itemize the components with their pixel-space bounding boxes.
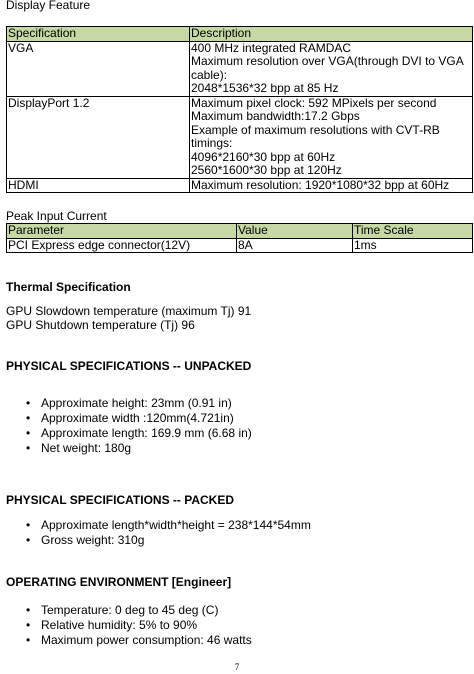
list-item-text: Maximum power consumption: 46 watts	[41, 633, 252, 647]
operating-env-list	[6, 603, 252, 648]
list-item-text: Gross weight: 310g	[41, 533, 145, 547]
bullet-icon: •	[26, 518, 31, 532]
desc-line: Example of maximum resolutions with CVT-RB	[191, 122, 440, 137]
header-description: Description	[190, 27, 473, 42]
list-item-text: Approximate width :120mm(4.721in)	[41, 411, 234, 425]
spec-cell: VGA	[7, 41, 190, 96]
list-item	[6, 618, 252, 633]
bullet-icon: •	[26, 633, 31, 647]
header-value: Value	[237, 224, 353, 239]
list-item	[6, 441, 252, 456]
desc-line: timings:	[191, 136, 233, 150]
table-row	[7, 238, 473, 253]
parameter-cell: PCI Express edge connector(12V)	[7, 238, 237, 253]
desc-cell	[190, 178, 473, 193]
bullet-icon: •	[26, 411, 31, 425]
time-scale-cell: 1ms	[353, 238, 473, 253]
desc-line: Maximum bandwidth:17.2 Gbps	[191, 109, 360, 123]
display-feature-table	[6, 26, 473, 193]
list-item-text: Net weight: 180g	[41, 441, 132, 455]
value-cell: 8A	[237, 238, 353, 253]
list-item-text: Approximate length*width*height = 238*144*54mm	[41, 518, 311, 532]
desc-line: 4096*2160*30 bpp at 60Hz	[191, 149, 336, 164]
bullet-icon: •	[26, 441, 31, 455]
table-row	[7, 178, 473, 193]
bullet-icon: •	[26, 618, 31, 632]
table-header-row	[7, 224, 473, 239]
list-item	[6, 633, 252, 648]
list-item	[6, 533, 311, 548]
spec-cell: DisplayPort 1.2	[7, 96, 190, 178]
table-row	[7, 41, 473, 96]
desc-line: 2560*1600*30 bpp at 120Hz	[191, 163, 342, 177]
peak-input-current-table	[6, 223, 473, 253]
list-item-text: Approximate length: 169.9 mm (6.68 in)	[41, 426, 252, 440]
desc-line: 400 MHz integrated RAMDAC	[191, 40, 352, 55]
desc-line: Maximum resolution over VGA(through DVI to VGA	[191, 54, 464, 68]
thermal-line: GPU Shutdown temperature (Tj) 96	[6, 318, 195, 332]
spec-cell: HDMI	[7, 178, 190, 193]
table-header-row	[7, 27, 473, 42]
desc-line: 2048*1536*32 bpp at 85 Hz	[191, 81, 339, 95]
page-number: 7	[234, 662, 240, 672]
list-item	[6, 396, 252, 411]
list-item	[6, 426, 252, 441]
thermal-heading: Thermal Specification	[6, 280, 131, 294]
bullet-icon: •	[26, 426, 31, 440]
desc-cell	[190, 96, 473, 178]
list-item	[6, 411, 252, 426]
bullet-icon: •	[26, 396, 31, 410]
physical-unpacked-heading: PHYSICAL SPECIFICATIONS -- UNPACKED	[6, 359, 252, 373]
desc-line: Maximum resolution: 1920*1080*32 bpp at 60Hz	[191, 177, 450, 192]
desc-cell	[190, 41, 473, 96]
header-parameter: Parameter	[7, 224, 237, 239]
physical-unpacked-list	[6, 396, 252, 456]
bullet-icon: •	[26, 533, 31, 547]
header-specification: Specification	[7, 27, 190, 42]
peak-input-current-title: Peak Input Current	[6, 209, 107, 223]
physical-packed-heading: PHYSICAL SPECIFICATIONS -- PACKED	[6, 493, 235, 507]
list-item-text: Approximate height: 23mm (0.91 in)	[41, 396, 232, 410]
operating-env-heading: OPERATING ENVIRONMENT [Engineer]	[6, 575, 232, 589]
list-item	[6, 518, 311, 533]
list-item-text: Relative humidity: 5% to 90%	[41, 618, 198, 632]
list-item-text: Temperature: 0 deg to 45 deg (C)	[41, 603, 219, 617]
desc-line: Maximum pixel clock: 592 MPixels per second	[191, 95, 437, 110]
thermal-line: GPU Slowdown temperature (maximum Tj) 91	[6, 304, 252, 318]
list-item	[6, 603, 252, 618]
header-time-scale: Time Scale	[353, 224, 473, 239]
desc-line: cable):	[191, 67, 228, 82]
table-row	[7, 96, 473, 178]
bullet-icon: •	[26, 603, 31, 617]
physical-packed-list	[6, 518, 311, 548]
display-feature-title: Display Feature	[6, 0, 91, 12]
